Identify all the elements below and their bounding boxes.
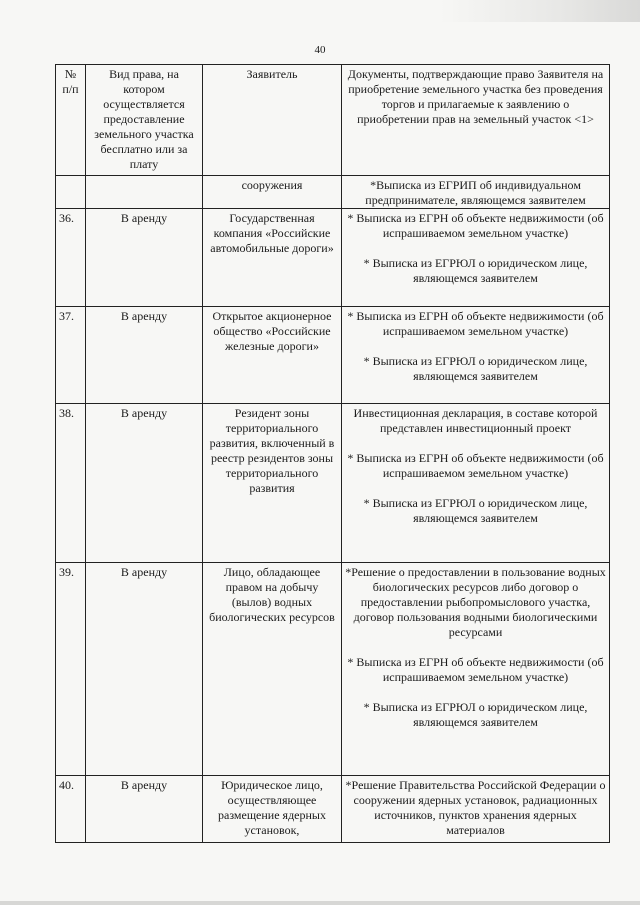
table-row: [56, 307, 610, 404]
table-header-row: [56, 65, 610, 176]
cell-num: 39.: [56, 563, 86, 776]
cell-documents: [342, 404, 610, 563]
cell-documents: [342, 776, 610, 843]
cell-right: [86, 176, 203, 209]
document-item: * Выписка из ЕГРН об объекте недвижимости (об испрашиваемом земельном участке): [347, 451, 604, 480]
header-right-type: Вид права, на котором осуществляется предоставление земельного участка бесплатно или за плату: [86, 65, 203, 176]
header-applicant: Заявитель: [203, 65, 342, 176]
cell-documents: [342, 307, 610, 404]
cell-applicant: Резидент зоны территориального развития, включенный в реестр резидентов зоны территориального развития: [203, 404, 342, 563]
documents-table: [55, 64, 610, 843]
document-item: *Выписка из ЕГРИП об индивидуальном предпринимателе, являющемся заявителем: [365, 178, 586, 207]
cell-num: 40.: [56, 776, 86, 843]
cell-num: 36.: [56, 209, 86, 307]
document-item: *Решение Правительства Российской Федерации о сооружении ядерных установок, радиационных источников, пунктов хранения ядерных материалов: [345, 778, 606, 837]
cell-applicant: Открытое акционерное общество «Российские железные дороги»: [203, 307, 342, 404]
cell-right: В аренду: [86, 307, 203, 404]
cell-right: В аренду: [86, 563, 203, 776]
paragraph-gap: [345, 481, 606, 496]
cell-documents: [342, 176, 610, 209]
document-item: * Выписка из ЕГРЮЛ о юридическом лице, являющемся заявителем: [363, 354, 588, 383]
cell-documents: [342, 563, 610, 776]
page-number: 40: [314, 44, 326, 56]
cell-right: В аренду: [86, 404, 203, 563]
header-documents: Документы, подтверждающие право Заявителя на приобретение земельного участка без проведения торгов и прилагаемые к заявлению о приобретении прав на земельный участок <1>: [342, 65, 610, 176]
paragraph-gap: [345, 241, 606, 256]
document-item: * Выписка из ЕГРН об объекте недвижимости (об испрашиваемом земельном участке): [347, 211, 604, 240]
document-item: * Выписка из ЕГРН об объекте недвижимости (об испрашиваемом земельном участке): [347, 309, 604, 338]
document-item: * Выписка из ЕГРЮЛ о юридическом лице, являющемся заявителем: [363, 256, 588, 285]
document-item: * Выписка из ЕГРЮЛ о юридическом лице, являющемся заявителем: [363, 700, 588, 729]
cell-applicant: Лицо, обладающее правом на добычу (вылов) водных биологических ресурсов: [203, 563, 342, 776]
document-item: * Выписка из ЕГРЮЛ о юридическом лице, являющемся заявителем: [363, 496, 588, 525]
cell-documents: [342, 209, 610, 307]
cell-num: 37.: [56, 307, 86, 404]
paragraph-gap: [345, 436, 606, 451]
cell-right: В аренду: [86, 776, 203, 843]
cell-applicant: Юридическое лицо, осуществляющее размещение ядерных установок,: [203, 776, 342, 843]
scan-edge: [0, 901, 640, 905]
table-row: [56, 209, 610, 307]
cell-applicant: сооружения: [203, 176, 342, 209]
cell-num: [56, 176, 86, 209]
document-item: * Выписка из ЕГРН об объекте недвижимости (об испрашиваемом земельном участке): [347, 655, 604, 684]
paragraph-gap: [345, 685, 606, 700]
cell-right: В аренду: [86, 209, 203, 307]
continuation-row: [56, 176, 610, 209]
table-row: [56, 563, 610, 776]
table-row: [56, 776, 610, 843]
cell-applicant: Государственная компания «Российские автомобильные дороги»: [203, 209, 342, 307]
document-item: Инвестиционная декларация, в составе которой представлен инвестиционный проект: [353, 406, 598, 435]
cell-num: 38.: [56, 404, 86, 563]
scan-shadow: [440, 0, 640, 22]
document-item: *Решение о предоставлении в пользование водных биологических ресурсов либо договор о предоставлении рыбопромыслового участка, договор пользования водными биологическими ресурсами: [345, 565, 606, 639]
header-num: № п/п: [56, 65, 86, 176]
paragraph-gap: [345, 339, 606, 354]
paragraph-gap: [345, 640, 606, 655]
table-row: [56, 404, 610, 563]
